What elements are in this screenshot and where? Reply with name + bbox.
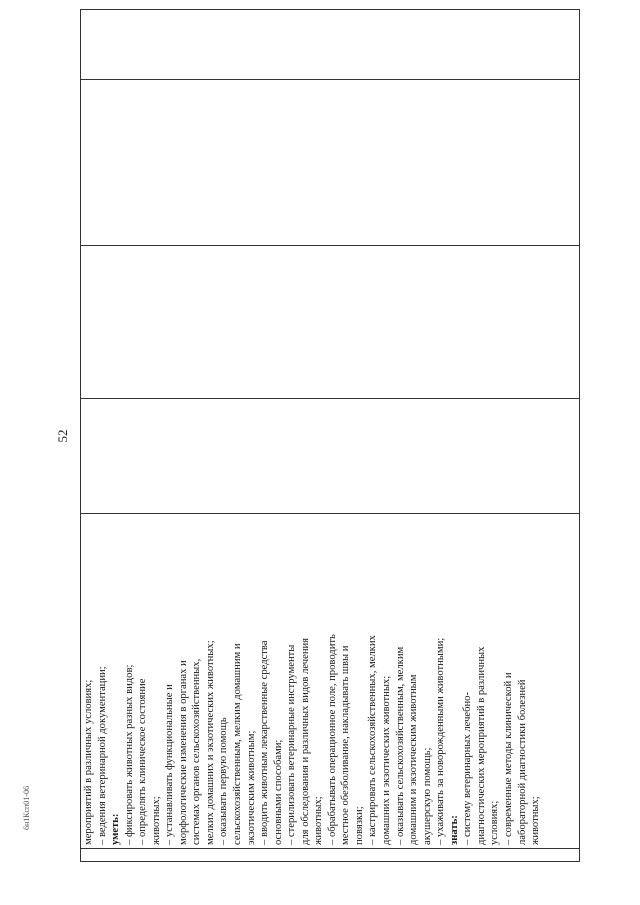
text-line: домашних и экзотических животных; [381, 675, 393, 845]
text-line: животных; [530, 796, 542, 845]
footer-code: 6н1Ксп01-06 [22, 786, 31, 830]
competencies-text [81, 514, 543, 848]
text-line: уметь: [110, 813, 122, 845]
text-line: – обрабатывать операционное поле, проводить [326, 634, 338, 845]
table-row [81, 10, 580, 862]
text-line: морфологические изменения в органах и [177, 660, 189, 845]
text-line: животных; [313, 796, 325, 845]
content-table [80, 16, 580, 862]
table-cell-competencies [81, 514, 580, 849]
text-line: диагностических мероприятий в различных [475, 646, 487, 845]
text-line: системах органов сельскохозяйственных, [191, 658, 203, 845]
text-line: акушерскую помощь; [421, 747, 433, 845]
text-line: – систему ветеринарных лечебно- [462, 692, 474, 845]
table-cell-empty [81, 849, 580, 862]
text-line: – фиксировать животных разных видов; [123, 664, 135, 845]
text-line: домашним и экзотическим животным [408, 674, 420, 845]
text-line: – кастрировать сельскохозяйственных, мелких [367, 635, 379, 845]
table-cell-empty [81, 10, 580, 80]
text-line: сельскохозяйственным, мелким домашним и [232, 643, 244, 845]
text-line: условиях; [489, 800, 501, 845]
text-line: – ведения ветеринарной документации; [96, 666, 108, 845]
text-line: для обследования и различных видов лечения [299, 637, 311, 845]
text-line: мелких домашних и экзотических животных; [204, 640, 216, 845]
text-line: мероприятий в различных условиях; [83, 679, 94, 845]
text-line: – оказывать сельскохозяйственным, мелким [394, 646, 406, 845]
text-line: экзотическим животным; [245, 730, 257, 845]
text-line: местное обезболивание, накладывать швы и [340, 645, 352, 845]
text-line: – оказывать первую помощь [218, 717, 230, 845]
table-cell-empty [81, 80, 580, 246]
text-line: – современные методы клинической и [502, 672, 514, 845]
text-line: – определять клиническое состояние [137, 678, 149, 845]
table-cell-empty [81, 399, 580, 514]
text-line: – ухаживать за новорожденными животными; [435, 637, 447, 845]
table-cell-empty [81, 246, 580, 399]
page-number: 52 [55, 429, 70, 443]
text-line: знать: [448, 815, 460, 845]
text-line: повязки; [353, 806, 365, 845]
text-line: лабораторной диагностики болезней [516, 679, 528, 845]
text-line: – стерилизовать ветеринарные инструменты [286, 644, 298, 845]
text-line: – вводить животным лекарственные средства [259, 640, 271, 845]
text-line: животных; [150, 796, 162, 845]
text-line: основными способами; [272, 739, 284, 845]
text-line: – устанавливать функциональные и [164, 684, 176, 845]
